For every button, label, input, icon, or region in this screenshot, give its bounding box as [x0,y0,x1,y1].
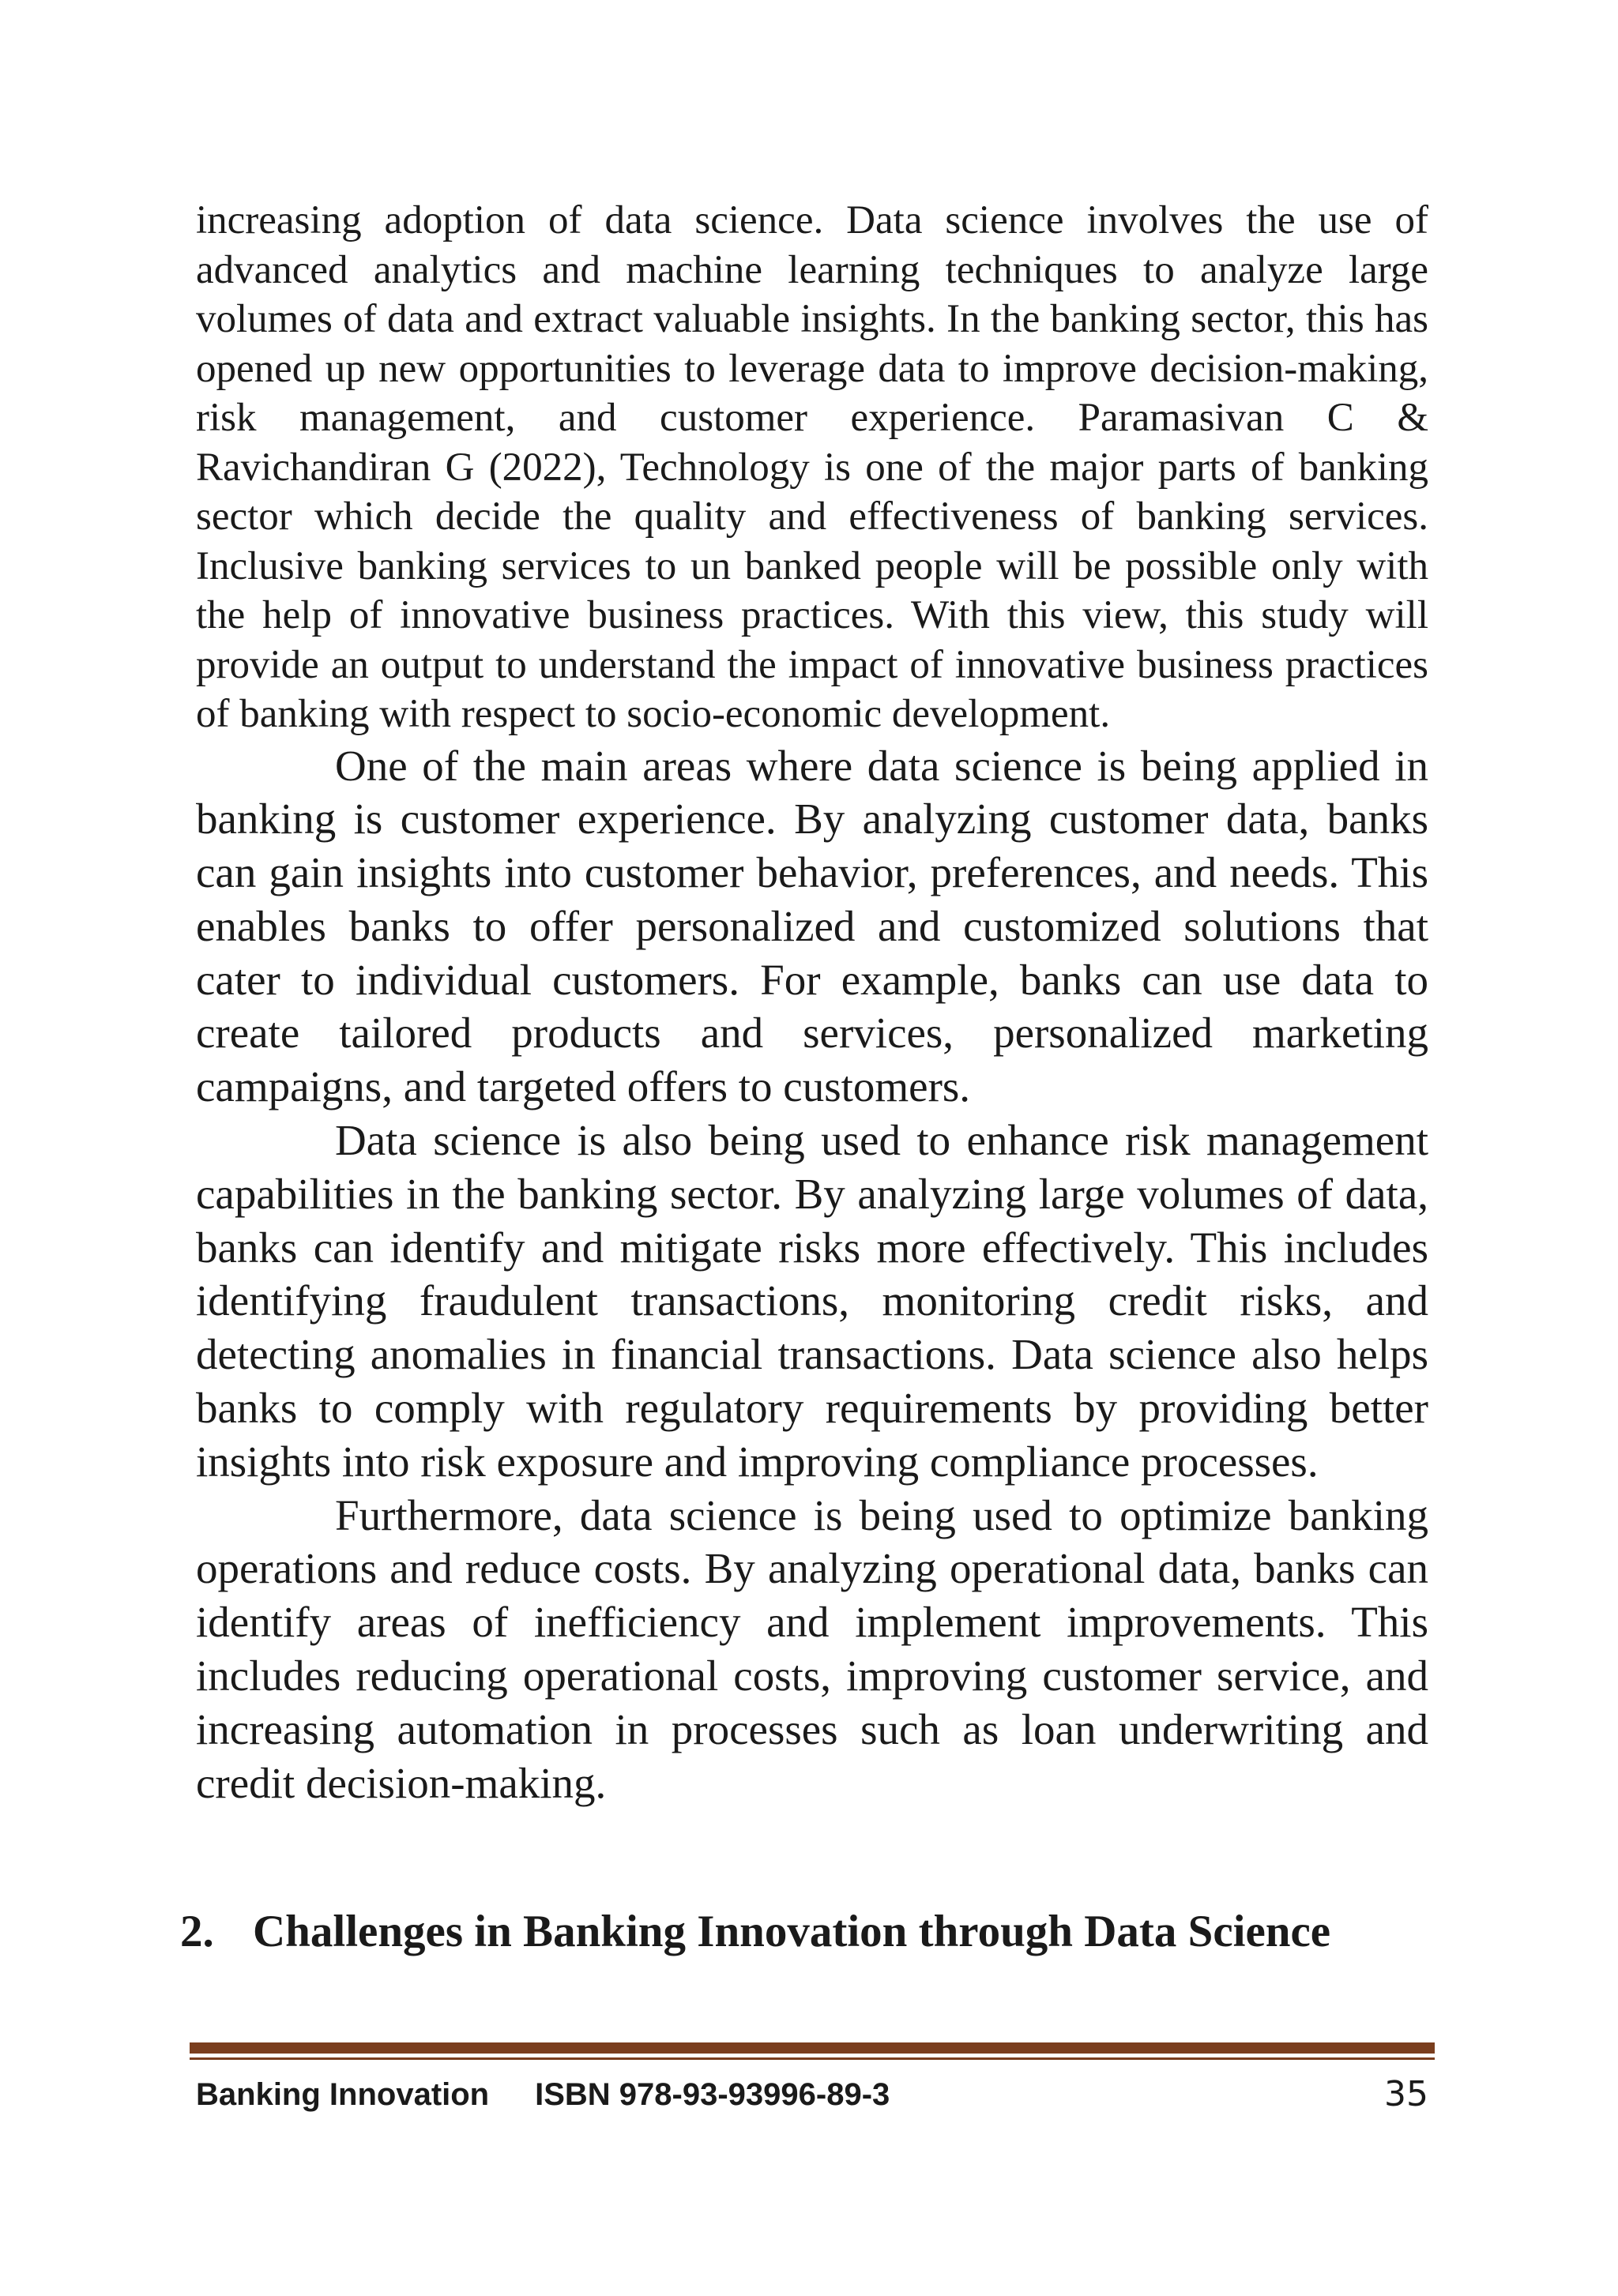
paragraph-4: Furthermore, data science is being used to optimize banking operations and reduce costs. By analyzing operational data, banks can identify areas of inefficiency and implement improvements. This includes reducing operational costs, improving customer service, and increasing automation in processes such as loan underwriting and credit decision-making. [196,1490,1428,1807]
footer-rule-thick [190,2042,1435,2054]
section-heading [180,1905,1330,1959]
footer-rule-thin [190,2057,1435,2060]
section-number: 2. [180,1907,214,1956]
paragraph-1: increasing adoption of data science. Data science involves the use of advanced analytics and machine learning techniques to analyze large volumes of data and extract valuable insights. In the banking sector, this has opened up new opportunities to leverage data to improve decision-making, risk management, and customer experience. Paramasivan C & Ravichandiran G (2022), Technology is one of the major parts of banking sector which decide the quality and effectiveness of banking services. Inclusive banking services to un banked people will be possible only with the help of innovative business practices. With this view, this study will provide an output to understand the impact of innovative business practices of banking with respect to socio-economic development. [196,198,1428,736]
footer-isbn: ISBN 978-93-93996-89-3 [535,2077,890,2112]
body-text [196,196,1428,1809]
paragraph-2: One of the main areas where data science is being applied in banking is customer experience. By analyzing customer data, banks can gain insights into customer behavior, preferences, and needs. This enables banks to offer personalized and customized solutions that cater to individual customers. For example, banks can use data to create tailored products and services, personalized marketing campaigns, and targeted offers to customers. [196,741,1428,1111]
paragraph-3: Data science is also being used to enhance risk management capabilities in the banking sector. By analyzing large volumes of data, banks can identify and mitigate risks more effectively. This includes identifying fraudulent transactions, monitoring credit risks, and detecting anomalies in financial transactions. Data science also helps banks to comply with regulatory requirements by providing better insights into risk exposure and improving compliance processes. [196,1116,1428,1486]
footer-book-title: Banking Innovation [196,2077,490,2112]
section-title: Challenges in Banking Innovation through Data Science [253,1907,1331,1956]
page-number: 35 [1384,2074,1428,2114]
page-footer [196,2071,1428,2118]
